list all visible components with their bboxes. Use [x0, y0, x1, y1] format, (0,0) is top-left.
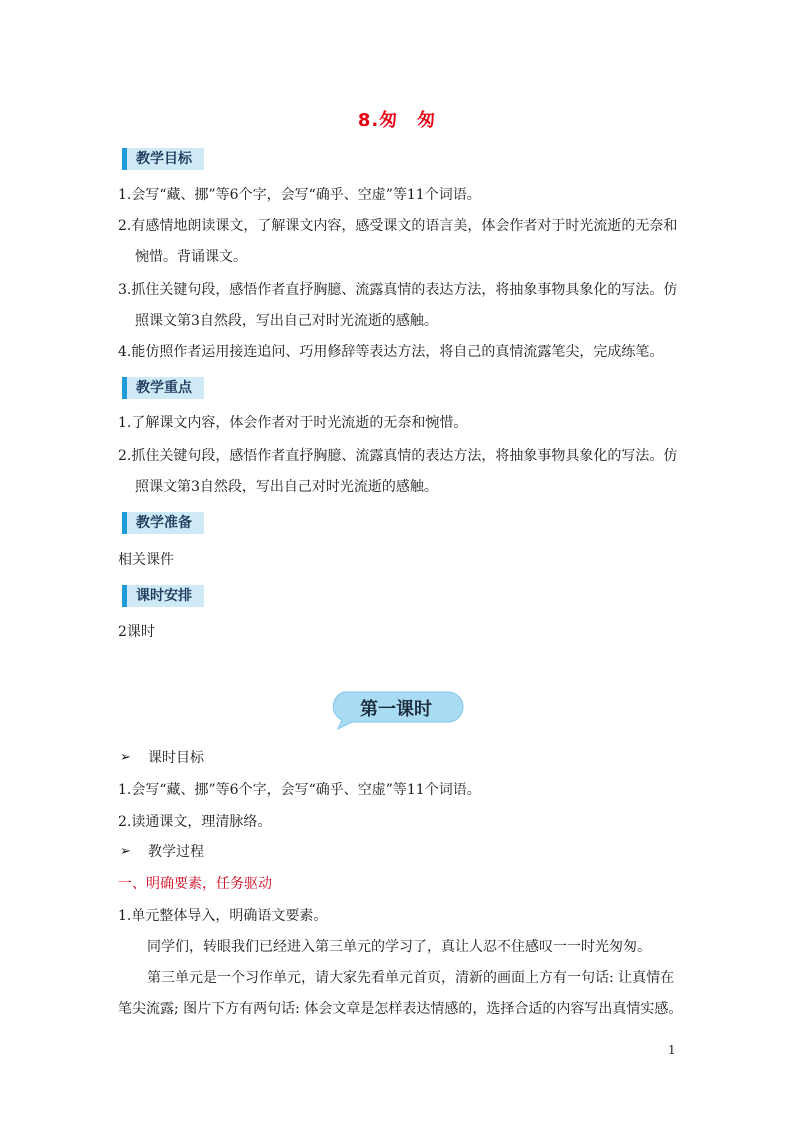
process-label: 教学过程 [148, 844, 204, 860]
goal-item: 3.抓住关键句段，感悟作者直抒胸臆、流露真情的表达方法，将抽象事物具象化的写法。仿 [118, 282, 678, 298]
goal-item: 4.能仿照作者运用接连追问、巧用修辞等表达方法，将自己的真情流露笔尖，完成练笔。 [118, 344, 664, 360]
step-item: 1.单元整体导入，明确语文要素。 [118, 908, 328, 924]
focus-item: 2.抓住关键句段，感悟作者直抒胸臆、流露真情的表达方法，将抽象事物具象化的写法。仿 [118, 448, 678, 464]
paragraph: 同学们，转眼我们已经进入第三单元的学习了，真让人忍不住感叹一一时光匆匆。 [147, 939, 651, 955]
section-heading-focus: 教学重点 [122, 377, 204, 399]
goal-item: 2.有感情地朗读课文，了解课文内容，感受课文的语言美，体会作者对于时光流逝的无奈和 [118, 218, 678, 234]
goal-item-continued: 照课文第3自然段，写出自己对时光流逝的感触。 [135, 313, 438, 329]
focus-item-continued: 照课文第3自然段，写出自己对时光流逝的感触。 [135, 479, 438, 495]
focus-item: 1.了解课文内容，体会作者对于时光流逝的无奈和惋惜。 [118, 415, 468, 431]
step-heading: 一、明确要素，任务驱动 [118, 876, 272, 892]
arrow-bullet-icon: ➢ [120, 844, 131, 859]
lesson-goals-label: 课时目标 [148, 750, 204, 766]
goal-item: 1.会写“藏、挪”等6个字，会写“确乎、空虚”等11个词语。 [118, 187, 481, 203]
goal-item-continued: 惋惜。背诵课文。 [135, 249, 247, 265]
section-heading-goals: 教学目标 [122, 148, 204, 170]
lesson-badge [328, 690, 464, 724]
lesson-goal-item: 2.读通课文，理清脉络。 [118, 814, 272, 830]
lesson-goal-item: 1.会写“藏、挪”等6个字，会写“确乎、空虚”等11个词语。 [118, 782, 481, 798]
schedule-text: 2课时 [118, 624, 155, 640]
prep-text: 相关课件 [118, 552, 174, 568]
page-title: 8.匆 匆 [357, 110, 437, 131]
paragraph: 第三单元是一个习作单元，请大家先看单元首页，清新的画面上方有一句话: 让真情在 [147, 970, 675, 986]
arrow-bullet-icon: ➢ [120, 750, 131, 765]
lesson-badge-label: 第一课时 [360, 699, 432, 720]
section-heading-schedule: 课时安排 [122, 585, 204, 607]
section-heading-prep: 教学准备 [122, 512, 204, 534]
page-number: 1 [668, 1043, 676, 1057]
paragraph-continued: 笔尖流露; 图片下方有两句话: 体会文章是怎样表达情感的，选择合适的内容写出真情实感。 [118, 1001, 683, 1017]
